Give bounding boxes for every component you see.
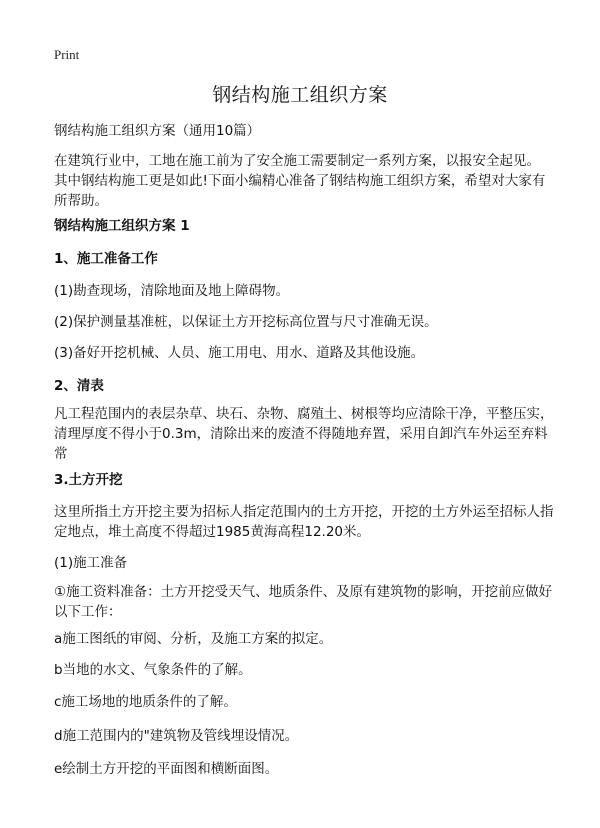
list-item-d: d施工范围内的"建筑物及管线埋设情况。 bbox=[54, 728, 299, 744]
list-item-e: e绘制土方开挖的平面图和横断面图。 bbox=[54, 761, 279, 777]
list-item-b: b当地的水文、气象条件的了解。 bbox=[54, 662, 252, 678]
document-subtitle: 钢结构施工组织方案（通用10篇） bbox=[54, 123, 261, 139]
intro-paragraph: 在建筑行业中，工地在施工前为了安全施工需要制定一系列方案，以报安全起见。其中钢结构施工更是如此!下面小编精心准备了钢结构施工组织方案，希望对大家有所帮助。 bbox=[54, 153, 546, 209]
list-item-1: (1)勘查现场，清除地面及地上障碍物。 bbox=[54, 283, 290, 299]
list-item-2: (2)保护测量基准桩，以保证土方开挖标高位置与尺寸准确无误。 bbox=[54, 314, 438, 330]
clear-paragraph: 凡工程范围内的表层杂草、块石、杂物、腐殖土、树根等均应清除干净，平整压实，清理厚度不得小于0.3m，清除出来的废渣不得随地弃置，采用自卸汽车外运至弃料常 bbox=[54, 406, 554, 462]
earthwork-paragraph: 这里所指土方开挖主要为招标人指定范围内的土方开挖，开挖的土方外运至招标人指定地点，堆土高度不得超过1985黄海高程12.20米。 bbox=[54, 504, 554, 540]
prep-materials-paragraph: ①施工资料准备：土方开挖受天气、地质条件、及原有建筑物的影响，开挖前应做好以下工作： bbox=[54, 584, 553, 620]
heading-1: 1、施工准备工作 bbox=[54, 251, 158, 267]
print-link[interactable]: Print bbox=[54, 47, 80, 62]
list-item-c: c施工场地的地质条件的了解。 bbox=[54, 694, 237, 710]
sub-heading-prep: (1)施工准备 bbox=[54, 555, 128, 571]
section-title: 钢结构施工组织方案 1 bbox=[54, 218, 190, 234]
heading-2: 2、清表 bbox=[54, 378, 104, 394]
list-item-3: (3)备好开挖机械、人员、施工用电、用水、道路及其他设施。 bbox=[54, 345, 425, 361]
heading-3: 3.土方开挖 bbox=[54, 472, 123, 488]
document-title: 钢结构施工组织方案 bbox=[212, 84, 388, 106]
list-item-a: a施工图纸的审阅、分析，及施工方案的拟定。 bbox=[54, 631, 333, 647]
